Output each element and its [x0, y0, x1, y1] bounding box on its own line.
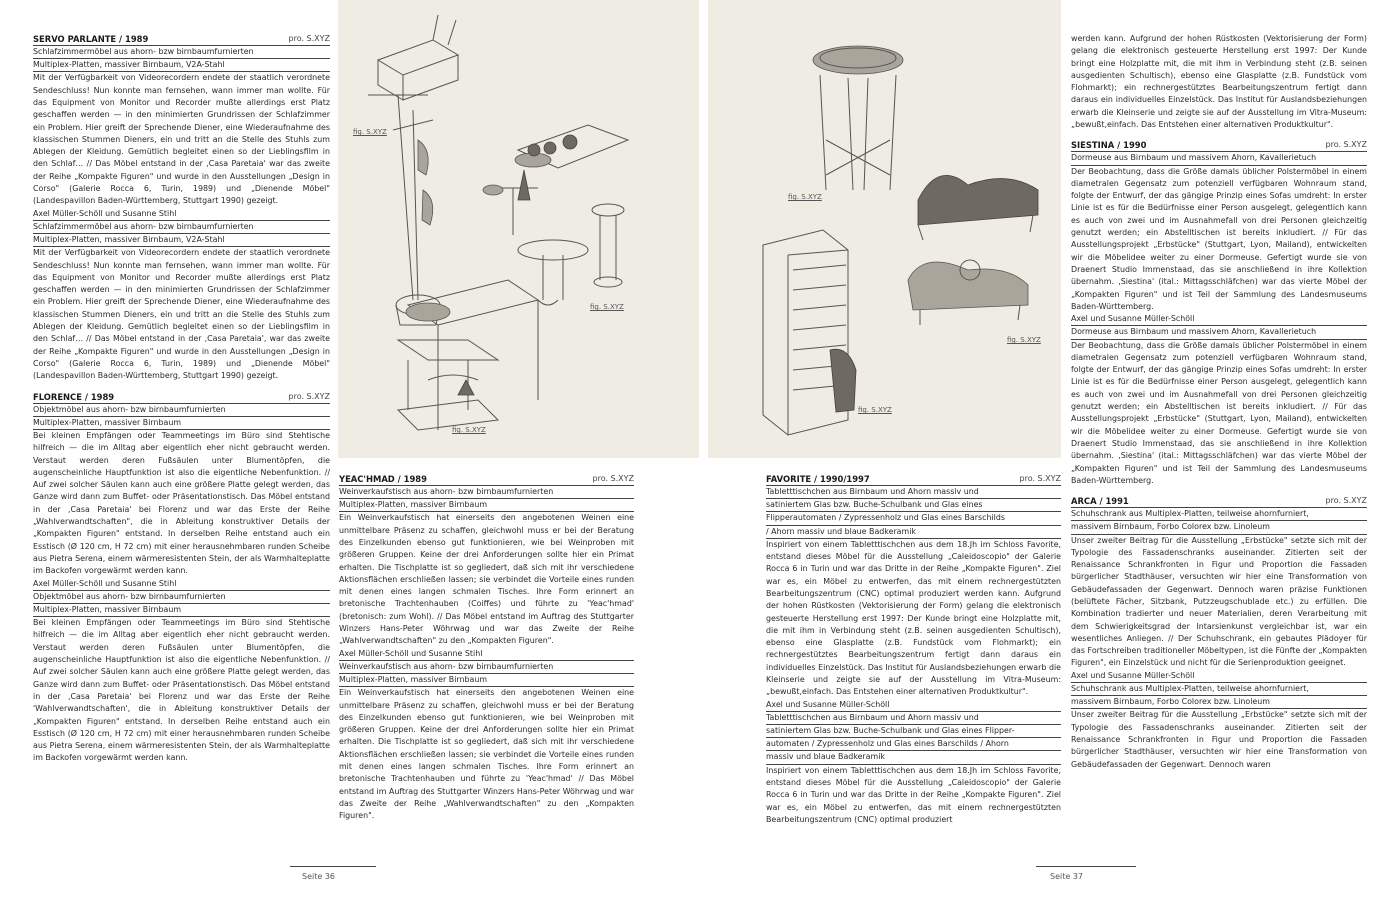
- material-line: Dormeuse aus Birnbaum und massivem Ahorn, Kavallerietuch: [1071, 152, 1367, 165]
- author-line: Axel und Susanne Müller-Schöll: [1071, 670, 1367, 683]
- right-column: [1071, 33, 1367, 823]
- author-line: Axel Müller-Schöll und Susanne Stihl: [33, 578, 330, 591]
- arca-shelf-sketch: [763, 230, 856, 435]
- page-number: Seite 37: [1050, 872, 1084, 881]
- material-line: massiv und blaue Badkeramik: [766, 751, 1061, 764]
- material-line: Objektmöbel aus ahorn- bzw birnbaumfurnierten: [33, 404, 330, 417]
- page-reference: pro. S.XYZ: [288, 34, 330, 43]
- body-text: Der Beobachtung, dass die Größe damals üblicher Polstermöbel in einem diametralen Gegensatz zum potenziell verfügbaren Wohnraum stand, folgte der Entwurf, der das gängige Prinzip eines Sofas umdreht: In erster Linie ist es für die Bedürfnisse einer Person ausgelegt, gelegentlich kann es auch von zwei und im Ausnahmefall von drei Personen gleichzeitig genutzt werden; ein Abstelltischen ist bereits inkludiert. // Für das Ausstellungsprojekt „Erbstücke" (Stuttgart, Lyon, Mailand), entwickelten wir die Möbelidee weiter zu einer Dormeuse. Gefertigt wurde sie von Draenert Studio Immenstaad, das sie anschließend in ihre Kollektion übernahm. ,Siestina' (ital.: Mittagsschläfchen) war das vierte Möbel der „Kompakten Figuren" und ist Teil der Sammlung des Landesmuseums Baden-Württemberg.: [1071, 340, 1367, 485]
- illustration-panel-right: [708, 0, 1061, 458]
- illustration-panel-left: [338, 0, 699, 458]
- figure-caption: fig. S.XYZ: [788, 193, 822, 201]
- page-reference: pro. S.XYZ: [592, 474, 634, 483]
- section-title: FLORENCE / 1989: [33, 391, 115, 402]
- material-line: Schuhschrank aus Multiplex-Platten, teilweise ahornfurniert,: [1071, 683, 1367, 696]
- figure-caption: fig. S.XYZ: [1007, 336, 1041, 344]
- page-number: Seite 36: [302, 872, 336, 881]
- body-text: Inspiriert von einem Tabletttischchen aus dem 18.Jh im Schloss Favorite, entstand dieses Möbel für die Ausstellung „Caleidoscopio" der Galerie Rocca 6 in Turin und war das Dritte in der Reihe „Kompakte Figuren". Ziel war es, ein Möbel zu entwerfen, das mit einem rechnergestützten Bearbeitungszentrum (CNC) optimal produziert: [766, 765, 1061, 824]
- yeachmad-column: [339, 473, 634, 835]
- favorite-tray-table-sketch: [813, 46, 903, 190]
- siestina-sofa-sketch: [908, 175, 1038, 325]
- body-text: Unser zweiter Beitrag für die Ausstellung „Erbstücke" setzte sich mit der Typologie des Fassadenschranks auseinander. Zitierten seit der Renaissance Schrankfronten in Figur und Proportion die Fassaden bürgerlicher Stadthäuser, versuchten wir hier eine Transformation von Gebäudefassaden der Gegenwart. Dennoch waren präzise Funktionen (belüftete Fächer, Sitzbank, Putzzeugschublade etc.) zu erfüllen. Die Kombination tradierter und neuer Materialien, deren Verarbeitung mit dem Schwierigkeitsgrad der Intarsienkunst vergleichbar ist, war ein wesentliches Anliegen. // Der Schuhschrank, ein gebautes Plädoyer für das Fortschreiben traditioneller Möbeltypen, ist die Fünfte der „Kompakten Figuren", ein Einzelstück und nicht für die Serienproduktion geeignet.: [1071, 535, 1367, 668]
- material-line: Weinverkaufstisch aus ahorn- bzw birnbaumfurnierten: [339, 661, 634, 674]
- body-text: werden kann. Aufgrund der hohen Rüstkosten (Vektorisierung der Form) gelang die elektronisch gesteuerte Herstellung erst 1997: Der Kunde bringt eine Holzplatte mit, die mit ihm in Verbindung steht (z.B. seinen ausgedienten Schultisch), ebenso eine Glasplatte (z.B. Fundstück vom Flohmarkt); ein rechnergestütztes Bearbeitungszentrum fertigt dann daraus ein individuelles Einzelstück. Das Institut für Auslandsbeziehungen erwarb die Kleinserie und zeigte sie auf der Ausstellung im Vitra-Museum: „bewußt,einfach. Das Entstehen einer alternativen Produktkultur".: [1071, 34, 1367, 130]
- page-reference: pro. S.XYZ: [1019, 474, 1061, 483]
- section-title: SERVO PARLANTE / 1989: [33, 34, 149, 44]
- material-line: Flipperautomaten / Zypressenholz und Glas eines Barschilds: [766, 512, 1061, 525]
- section-header-arca: [1071, 495, 1367, 508]
- section-title: SIESTINA / 1990: [1071, 140, 1147, 151]
- page-reference: pro. S.XYZ: [1325, 496, 1367, 506]
- material-line: Schlafzimmermöbel aus ahorn- bzw birnbaumfurnierten: [33, 46, 330, 59]
- left-column: [33, 33, 330, 813]
- body-text: Mit der Verfügbarkeit von Videorecordern endete der staatlich verordnete Sendeschluss! Nun konnte man fernsehen, wann immer man wollte. Für das Equipment von Monitor und Recorder mußte allerdings erst Platz geschaffen werden — in den minimierten Grundrissen der Schlafzimmer ein Problem. Hier greift der Sprechende Diener, eine Wiederaufnahme des klassischen Stummen Dieners, ein und tritt an die Stelle des Stuhls zum Ablegen der Kleidung. Gemütlich begleitet einen so der Lieblingsfilm in den Schlaf… // Das Möbel entstand in der ,Casa Paretaia' war das zweite der Reihe „Kompakte Figuren" und wurde in den Ausstellungen „Design in Corso" (Galerie Rocca 6, Turin, 1989) und „Dienende Möbel" (Landespavillon Baden-Württemberg, Stuttgart 1990) gezeigt.: [33, 73, 330, 206]
- material-line: satiniertem Glas bzw. Buche-Schulbank und Glas eines: [766, 499, 1061, 512]
- footer-rule: [290, 866, 376, 867]
- body-text: Ein Weinverkaufstisch hat einerseits den angebotenen Weinen eine unmittelbare Präsenz zu schaffen, gleichwohl muss er bei der Beratung des Einzelkunden ebenso gut funktionieren, wie bei Weinproben mit größeren Gruppen. Keine der drei Anforderungen sollte hier ein Primat erhalten. Die Tischplatte ist so gegliedert, daß sich mit ihr verschiedene Aktionsflächen erschließen lassen; sie verbindet die Vorteile eines runden mit denen eines langen schmalen Tisches. Ihre Form erinnert an bretonische Trachtenhauben und führte zu 'Yeac'hmad' // Das Möbel entstand im Auftrag des Stuttgarter Winzers Hans-Peter Wöhrwag und war das Zweite der Reihe „Wahlverwandtschaften" zu den „Kompakten Figuren".: [339, 688, 634, 821]
- section-header-florence: [33, 391, 330, 404]
- section-header-servo: [33, 33, 330, 46]
- section-title: ARCA / 1991: [1071, 496, 1129, 507]
- author-line: Axel Müller-Schöll und Susanne Stihl: [339, 648, 634, 661]
- material-line: Tabletttischchen aus Birnbaum und Ahorn massiv und: [766, 486, 1061, 499]
- page-reference: pro. S.XYZ: [1325, 140, 1367, 150]
- section-header-siestina: [1071, 139, 1367, 152]
- material-line: Schlafzimmermöbel aus ahorn- bzw birnbaumfurnierten: [33, 221, 330, 234]
- section-title: FAVORITE / 1990/1997: [766, 474, 870, 484]
- material-line: Multiplex-Platten, massiver Birnbaum, V2A-Stahl: [33, 59, 330, 72]
- favorite-column: [766, 473, 1061, 835]
- material-line: Multiplex-Platten, massiver Birnbaum: [33, 604, 330, 617]
- body-text: Mit der Verfügbarkeit von Videorecordern endete der staatlich verordnete Sendeschluss! Nun konnte man fernsehen, wann immer man wollte. Für das Equipment von Monitor und Recorder mußte allerdings erst Platz geschaffen werden — in den minimierten Grundrissen der Schlafzimmer ein Problem. Hier greift der Sprechende Diener, eine Wiederaufnahme des klassischen Stummen Dieners, ein und tritt an die Stelle des Stuhls zum Ablegen der Kleidung. Gemütlich begleitet einen so der Lieblingsfilm in den Schlaf… // Das Möbel entstand in der ,Casa Paretaia', war das zweite der Reihe „Kompakte Figuren" und wurde in den Ausstellungen „Design in Corso" (Galerie Rocca 6, Turin, 1989) und „Dienende Möbel" (Landespavillon Baden-Württemberg, Stuttgart 1990) gezeigt.: [33, 248, 330, 381]
- material-line: Multiplex-Platten, massiver Birnbaum, V2A-Stahl: [33, 234, 330, 247]
- section-header-yeachmad: [339, 473, 634, 486]
- material-line: automaten / Zypressenholz und Glas eines Barschilds / Ahorn: [766, 738, 1061, 751]
- servo-parlante-sketch: [368, 15, 458, 325]
- figure-caption: fig. S.XYZ: [353, 128, 387, 136]
- body-text: Der Beobachtung, dass die Größe damals üblicher Polstermöbel in einem diametralen Gegensatz zum potenziell verfügbaren Wohnraum stand, folgte der Entwurf, der das gängige Prinzip eines Sofas umdreht: In erster Linie ist es für die Bedürfnisse einer Person ausgelegt, gelegentlich kann es auch von zwei und im Ausnahmefall von drei Personen gleichzeitig genutzt werden; ein Abstelltischen ist bereits inkludiert. // Für das Ausstellungsprojekt „Erbstücke" (Stuttgart, Lyon, Mailand), entwickelten wir die Möbelidee weiter zu einer Dormeuse. Gefertigt wurde sie von Draenert Studio Immenstaad, das sie anschließend in ihre Kollektion übernahm. ,Siestina' (ital.: Mittagsschläfchen) war das vierte Möbel der „Kompakten Figuren" und ist Teil der Sammlung des Landesmuseums Baden-Württemberg.: [1071, 166, 1367, 311]
- author-line: Axel Müller-Schöll und Susanne Stihl: [33, 208, 330, 221]
- footer-rule: [1036, 866, 1136, 867]
- body-text: Inspiriert von einem Tabletttischchen aus dem 18.Jh im Schloss Favorite, entstand dieses Möbel für die Ausstellung „Caleidoscopio" der Galerie Rocca 6 in Turin und war das Dritte in der Reihe „Kompakte Figuren". Ziel war es, ein Möbel zu entwerfen, das mit einem rechnergestützten Bearbeitungszentrum (CNC) optimal produziert werden kann. Aufgrund der hohen Rüstkosten (Vektorisierung der Form) gelang die elektronisch gesteuerte Herstellung erst 1997: Der Kunde bringt eine Holzplatte mit, die mit ihm in Verbindung steht (z.B. seinen ausgedienten Schultisch), ebenso eine Glasplatte (z.B. Fundstück vom Flohmarkt); ein rechnergestütztes Bearbeitungszentrum fertigt dann daraus ein individuelles Einzelstück. Das Institut für Auslandsbeziehungen erwarb die Kleinserie und zeigte sie auf der Ausstellung im Vitra-Museum: „bewußt,einfach. Das Entstehen einer alternativen Produktkultur".: [766, 539, 1061, 697]
- material-line: satiniertem Glas bzw. Buche-Schulbank und Glas eines Flipper-: [766, 725, 1061, 738]
- section-header-favorite: [766, 473, 1061, 486]
- florence-tables-sketch: [483, 125, 628, 305]
- material-line: Schuhschrank aus Multiplex-Platten, teilweise ahornfurniert,: [1071, 508, 1367, 521]
- figure-caption: fig. S.XYZ: [452, 426, 486, 434]
- figure-caption: fig. S.XYZ: [590, 303, 624, 311]
- yeachmad-table-sketch: [398, 280, 538, 430]
- material-line: Multiplex-Platten, massiver Birnbaum: [33, 417, 330, 430]
- body-text: Bei kleinen Empfängen oder Teammeetings im Büro sind Stehtische hilfreich — die im Alltag aber eigentlich eher nicht gebraucht werden. Verstaut werden deren Fußsäulen unter Blumentöpfen, die augenscheinliche Hauptfunktion ist also die eigentliche Nebenfunktion. // Auf zwei solcher Säulen kann auch eine größere Platte gelegt werden, das Ganze wird dann zum Buffet- oder Präsentationstisch. Das Möbel entstand in der ,Casa Paretaia' bei Florenz und war das Erste der Reihe 'Wahlverwandtschaften', die in Ableitung konstruktiver Details der „Kompakten Figuren" entstand. In derselben Reihe entstand auch ein Esstisch (Ø 120 cm, H 72 cm) mit einer herausnehmbaren runden Scheibe aus Pietra Serena, einem wärmeresistenten Stein, der als Warmhalteplatte im Backofen vorgewärmt werden kann.: [33, 618, 330, 763]
- author-line: Axel und Susanne Müller-Schöll: [766, 699, 1061, 712]
- material-line: Dormeuse aus Birnbaum und massivem Ahorn, Kavallerietuch: [1071, 326, 1367, 339]
- body-text: Bei kleinen Empfängen oder Teammeetings im Büro sind Stehtische hilfreich — die im Alltag aber eigentlich eher nicht gebraucht werden. Verstaut werden deren Fußsäulen unter Blumentöpfen, die augenscheinliche Hauptfunktion ist also die eigentliche Nebenfunktion. // Auf zwei solcher Säulen kann auch eine größere Platte gelegt werden, das Ganze wird dann zum Buffet- oder Präsentationstisch. Das Möbel entstand in der ,Casa Paretaia' bei Florenz und war das Erste der Reihe „Wahlverwandtschaften", die in Ableitung konstruktiver Details der „Kompakten Figuren" entstand. In derselben Reihe entstand auch ein Esstisch (Ø 120 cm, H 72 cm) mit einer herausnehmbaren runden Scheibe aus Pietra Serena, einem wärmeresistenten Stein, der als Warmhalteplatte im Backofen vorgewärmt werden kann.: [33, 430, 330, 576]
- material-line: Objektmöbel aus ahorn- bzw birnbaumfurnierten: [33, 591, 330, 604]
- material-line: Tabletttischchen aus Birnbaum und Ahorn massiv und: [766, 712, 1061, 725]
- material-line: / Ahorn massiv und blaue Badkeramik: [766, 526, 1061, 539]
- figure-caption: fig. S.XYZ: [858, 406, 892, 414]
- material-line: Multiplex-Platten, massiver Birnbaum: [339, 674, 634, 687]
- furniture-sketch-right: [708, 0, 1061, 458]
- section-title: YEAC'HMAD / 1989: [339, 474, 427, 484]
- body-text: Ein Weinverkaufstisch hat einerseits den angebotenen Weinen eine unmittelbare Präsenz zu schaffen, gleichwohl muss er bei der Beratung des Einzelkunden ebenso gut funktionieren, wie bei Weinproben mit größeren Gruppen. Keine der drei Anforderungen sollte hier ein Primat erhalten. Die Tischplatte ist so gegliedert, daß sich mit ihr verschiedene Aktionsflächen erschließen lassen; sie verbindet die Vorteile eines runden mit denen eines langen schmalen Tisches. Ihre Form erinnert an bretonische Trachtenhauben (Coiffes) und führte zu 'Yeac'hmad' (bretonisch: zum Wohl). // Das Möbel entstand im Auftrag des Stuttgarter Winzers Hans-Peter Wöhrwag und war das Zweite der Reihe „Wahlverwandtschaften" zu den „Kompakten Figuren".: [339, 513, 634, 646]
- furniture-sketch-left: [338, 0, 699, 458]
- material-line: massivem Birnbaum, Forbo Colorex bzw. Linoleum: [1071, 521, 1367, 534]
- material-line: massivem Birnbaum, Forbo Colorex bzw. Linoleum: [1071, 696, 1367, 709]
- material-line: Multiplex-Platten, massiver Birnbaum: [339, 499, 634, 512]
- page-reference: pro. S.XYZ: [288, 391, 330, 401]
- body-text: Unser zweiter Beitrag für die Ausstellung „Erbstücke" setzte sich mit der Typologie des Fassadenschranks auseinander. Zitierten seit der Renaissance Schrankfronten in Figur und Proportion die Fassaden bürgerlicher Stadthäuser, versuchten wir hier eine Transformation von Gebäudefassaden der Gegenwart. Dennoch waren: [1071, 710, 1367, 769]
- author-line: Axel und Susanne Müller-Schöll: [1071, 313, 1367, 326]
- material-line: Weinverkaufstisch aus ahorn- bzw birnbaumfurnierten: [339, 486, 634, 499]
